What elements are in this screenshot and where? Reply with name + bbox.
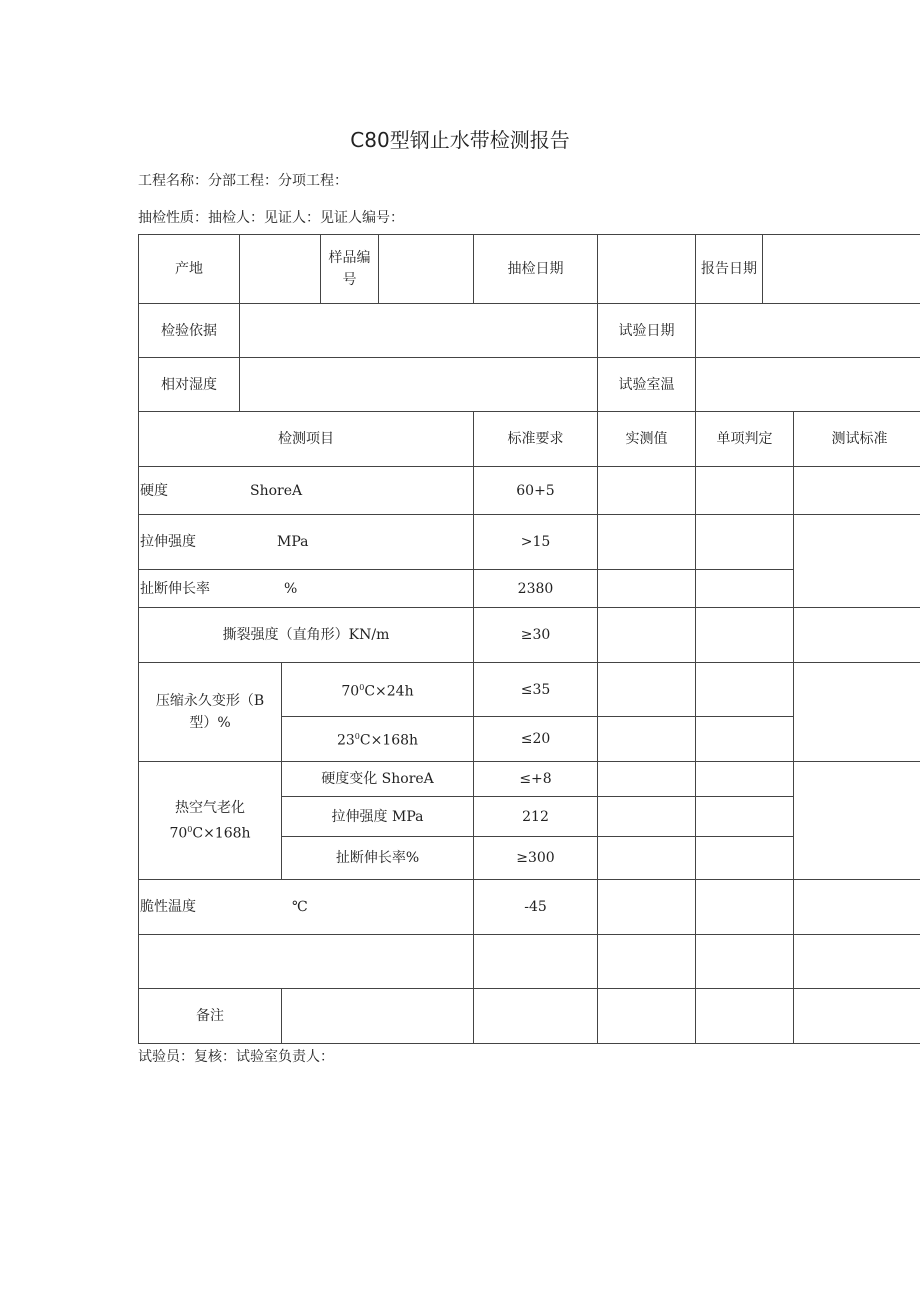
report-date-value xyxy=(763,235,920,304)
row-tensile xyxy=(139,515,920,570)
aging-measured-2 xyxy=(598,797,696,837)
sample-no-value xyxy=(379,235,474,304)
col-header-requirement: 标准要求 xyxy=(474,412,598,467)
brittle-judgement xyxy=(696,880,794,935)
tear-measured xyxy=(598,608,696,663)
elongation-unit: % xyxy=(284,580,298,597)
condition-duration: C×24h xyxy=(364,683,414,700)
humidity-label: 相对湿度 xyxy=(139,358,240,412)
report-date-label: 报告日期 xyxy=(696,235,763,304)
col-header-item: 检测项目 xyxy=(139,412,474,467)
elongation-name: 扯断伸长率 xyxy=(140,580,210,597)
report-table xyxy=(138,234,920,1044)
compression-requirement-2: ≤20 xyxy=(474,717,598,762)
hardness-judgement xyxy=(696,467,794,515)
tensile-judgement xyxy=(696,515,794,570)
room-temp-value xyxy=(696,358,920,412)
aging-item xyxy=(139,762,282,880)
elongation-measured xyxy=(598,570,696,608)
aging-measured-1 xyxy=(598,762,696,797)
col-header-judgement: 单项判定 xyxy=(696,412,794,467)
test-date-value xyxy=(696,304,920,358)
tensile-measured xyxy=(598,515,696,570)
row-compression-1 xyxy=(139,663,920,717)
elongation-item xyxy=(139,570,474,608)
compression-condition-2 xyxy=(282,717,474,762)
row-brittle xyxy=(139,880,920,935)
meta-row-2 xyxy=(139,304,920,358)
tensile-unit: MPa xyxy=(277,534,309,550)
empty-measured xyxy=(598,935,696,989)
condition-temp: 70 xyxy=(341,683,360,700)
origin-value xyxy=(240,235,321,304)
compression-requirement-1: ≤35 xyxy=(474,663,598,717)
elongation-requirement: 2380 xyxy=(474,570,598,608)
condition-temp: 70 xyxy=(169,825,188,842)
room-temp-label: 试验室温 xyxy=(598,358,696,412)
aging-requirement-2: 212 xyxy=(474,797,598,837)
aging-measured-3 xyxy=(598,837,696,880)
row-remarks xyxy=(139,989,920,1044)
column-header-row xyxy=(139,412,920,467)
aging-requirement-3: ≥300 xyxy=(474,837,598,880)
compression-measured-1 xyxy=(598,663,696,717)
hardness-item xyxy=(139,467,474,515)
hardness-requirement: 60+5 xyxy=(474,467,598,515)
project-info-line: 工程名称：分部工程：分项工程： xyxy=(138,173,348,189)
degree-mark: 0 xyxy=(354,732,360,742)
test-date-label: 试验日期 xyxy=(598,304,696,358)
basis-label: 检验依据 xyxy=(139,304,240,358)
aging-sub-elongation: 扯断伸长率% xyxy=(282,837,474,880)
tear-item: 撕裂强度（直角形）KN/m xyxy=(139,608,474,663)
aging-judgement-1 xyxy=(696,762,794,797)
brittle-standard xyxy=(794,880,920,935)
remarks-label: 备注 xyxy=(139,989,282,1044)
brittle-name: 脆性温度 xyxy=(140,899,196,915)
tensile-name: 拉伸强度 xyxy=(140,534,196,550)
row-aging-1 xyxy=(139,762,920,797)
tensile-requirement: >15 xyxy=(474,515,598,570)
remarks-requirement xyxy=(474,989,598,1044)
empty-requirement xyxy=(474,935,598,989)
remarks-judgement xyxy=(696,989,794,1044)
col-header-measured: 实测值 xyxy=(598,412,696,467)
signature-line: 试验员：复核：试验室负责人： xyxy=(138,1049,334,1065)
remarks-measured xyxy=(598,989,696,1044)
aging-name: 热空气老化 xyxy=(175,799,245,816)
compression-judgement-1 xyxy=(696,663,794,717)
report-title: C80型钢止水带检测报告 xyxy=(350,128,570,152)
tear-standard xyxy=(794,608,920,663)
basis-value xyxy=(240,304,598,358)
hardness-standard xyxy=(794,467,920,515)
elongation-judgement xyxy=(696,570,794,608)
meta-row-3 xyxy=(139,358,920,412)
degree-mark: 0 xyxy=(359,682,365,692)
compression-measured-2 xyxy=(598,717,696,762)
tear-judgement xyxy=(696,608,794,663)
empty-item xyxy=(139,935,474,989)
tensile-item xyxy=(139,515,474,570)
aging-sub-hardness: 硬度变化 ShoreA xyxy=(282,762,474,797)
sample-date-value xyxy=(598,235,696,304)
col-header-standard: 测试标准 xyxy=(794,412,920,467)
compression-condition-1 xyxy=(282,663,474,717)
remarks-standard xyxy=(794,989,920,1044)
empty-judgement xyxy=(696,935,794,989)
aging-requirement-1: ≤+8 xyxy=(474,762,598,797)
sample-no-label: 样品编号 xyxy=(321,235,379,304)
brittle-item xyxy=(139,880,474,935)
aging-condition xyxy=(141,819,279,845)
degree-mark: 0 xyxy=(187,824,193,834)
hardness-name: 硬度 xyxy=(140,482,168,499)
humidity-value xyxy=(240,358,598,412)
empty-standard xyxy=(794,935,920,989)
meta-row-1 xyxy=(139,235,920,304)
hardness-unit: ShoreA xyxy=(250,482,303,499)
tear-requirement: ≥30 xyxy=(474,608,598,663)
row-hardness xyxy=(139,467,920,515)
condition-temp: 23 xyxy=(336,732,355,749)
hardness-measured xyxy=(598,467,696,515)
brittle-requirement: -45 xyxy=(474,880,598,935)
row-empty xyxy=(139,935,920,989)
condition-duration: C×168h xyxy=(192,825,251,842)
brittle-measured xyxy=(598,880,696,935)
compression-item: 压缩永久变形（B型）% xyxy=(139,663,282,762)
condition-duration: C×168h xyxy=(359,732,419,749)
brittle-unit: ℃ xyxy=(292,899,308,915)
remarks-value xyxy=(282,989,474,1044)
compression-judgement-2 xyxy=(696,717,794,762)
aging-judgement-2 xyxy=(696,797,794,837)
aging-sub-tensile: 拉伸强度 MPa xyxy=(282,797,474,837)
sample-date-label: 抽检日期 xyxy=(474,235,598,304)
row-tear xyxy=(139,608,920,663)
aging-judgement-3 xyxy=(696,837,794,880)
tensile-elongation-standard xyxy=(794,515,920,608)
aging-standard xyxy=(794,762,920,880)
compression-standard xyxy=(794,663,920,762)
inspection-info-line: 抽检性质：抽检人：见证人：见证人编号： xyxy=(138,210,404,226)
origin-label: 产地 xyxy=(139,235,240,304)
